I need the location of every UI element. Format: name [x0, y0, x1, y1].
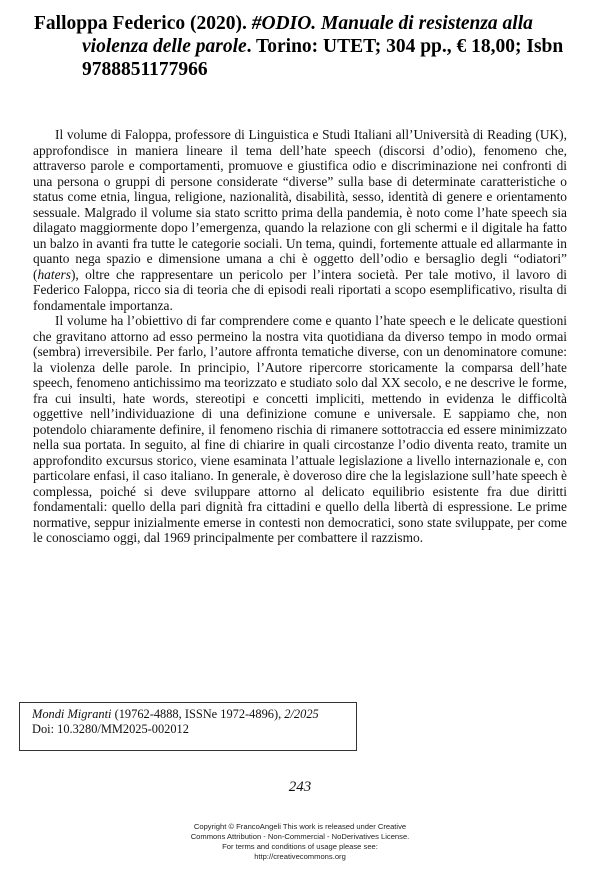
publication-info: . Torino: UTET; 304 pp., € 18,00; Isbn 9788851177966 — [82, 36, 564, 80]
paragraph-1-text-b: ), oltre che rappresentare un pericolo per l’intera società. Per tale motivo, il lavoro di Federico Faloppa, ricco sia di teoria che di episodi reali riportati a scopo esemplificativo, risulta di fondamentale importanza. — [33, 266, 567, 313]
journal-line — [32, 707, 356, 722]
copyright-line-3: For terms and conditions of usage please see: — [222, 842, 378, 851]
copyright-line-1: Copyright © FrancoAngeli This work is released under Creative — [193, 822, 407, 831]
paragraph-1 — [33, 127, 567, 313]
journal-issue: 2/2025 — [284, 707, 319, 721]
doi: Doi: 10.3280/MM2025-002012 — [32, 722, 189, 736]
copyright-notice — [0, 822, 600, 862]
haters-italic: haters — [37, 266, 71, 282]
creative-commons-link[interactable]: http://creativecommons.org — [254, 852, 346, 861]
review-header — [34, 12, 600, 81]
paragraph-2: Il volume ha l’obiettivo di far comprendere come e quanto l’hate speech e le delicate questioni che gravitano attorno ad esso permeino la nostra vita quotidiana da diverso tempo in modo ormai (sembra) irreversibile. Per farlo, l’autore affronta tematiche diverse, con un denominatore comune: la violenza delle parole. In principio, l’Autore ripercorre storicamente la comparsa dell’hate speech, fenomeno antichissimo ma teorizzato e studiato solo dal XX secolo, e ne descrive le forme, fra cui insulti, hate words, stereotipi e concetti impliciti, mettendo in evidenza le difficoltà oggettive nell’individuazione di una definizione comune e universale. E sappiamo che, non potendolo chiaramente definire, il fenomeno rischia di rimanere sottotraccia ed essere minimizzato nella sua portata. In seguito, al fine di chiarire in quali circostanze l’odio diventa reato, tramite un approfondito excursus storico, viene esaminata l’attuale legislazione a livello internazionale e, con particolare enfasi, il caso italiano. In generale, è doveroso dire che la legislazione sull’hate speech è complessa, poiché si deve sviluppare attorno al delicato equilibrio esistente fra due diritti fondamentali: quello della pari dignità fra cittadini e quello della libertà di espressione. Le prime normative, seppur inizialmente emerse in contesti non democratici, sono state sviluppate, per come le conosciamo oggi, dal 1969 principalmente per combattere il razzismo. — [33, 313, 567, 545]
citation-box — [19, 702, 357, 751]
review-body — [33, 127, 567, 546]
page-number: 243 — [288, 779, 312, 795]
journal-issn: (19762-4888, ISSNe 1972-4896), — [111, 707, 285, 721]
author-year: Falloppa Federico (2020). — [34, 13, 247, 34]
journal-name: Mondi Migranti — [32, 707, 112, 721]
copyright-line-2: Commons Attribution - Non-Commercial - NoDerivatives License. — [190, 832, 410, 841]
paragraph-1-text-a: Il volume di Faloppa, professore di Linguistica e Studi Italiani all’Università di Reading (UK), approfondisce in maniera lineare il tema dell’hate speech (discorsi d’odio), fenomeno che, attraverso parole e comportamenti, promuove e giustifica odio e discriminazione nei confronti di una persona o gruppi di persone considerate “diverse” sulla base di determinate caratteristiche o status come etnia, lingua, religione, nazionalità, disabilità, sesso, identità di genere e orientamento sessuale. Malgrado il volume sia stato scritto prima della pandemia, è noto come l’hate speech sia dilagato maggiormente dopo l’emergenza, quando la relazione con gli schermi e il digitale ha fatto un balzo in avanti fra tutte le categorie sociali. Un tema, quindi, fortemente attuale ed allarmante in quanto nega spazio e dimensione umana a chi è oggetto dell’odio e bersaglio degli “odiatori” ( — [33, 127, 567, 282]
book-title: #ODIO. Manuale di resistenza alla violenza delle parole — [82, 13, 533, 57]
